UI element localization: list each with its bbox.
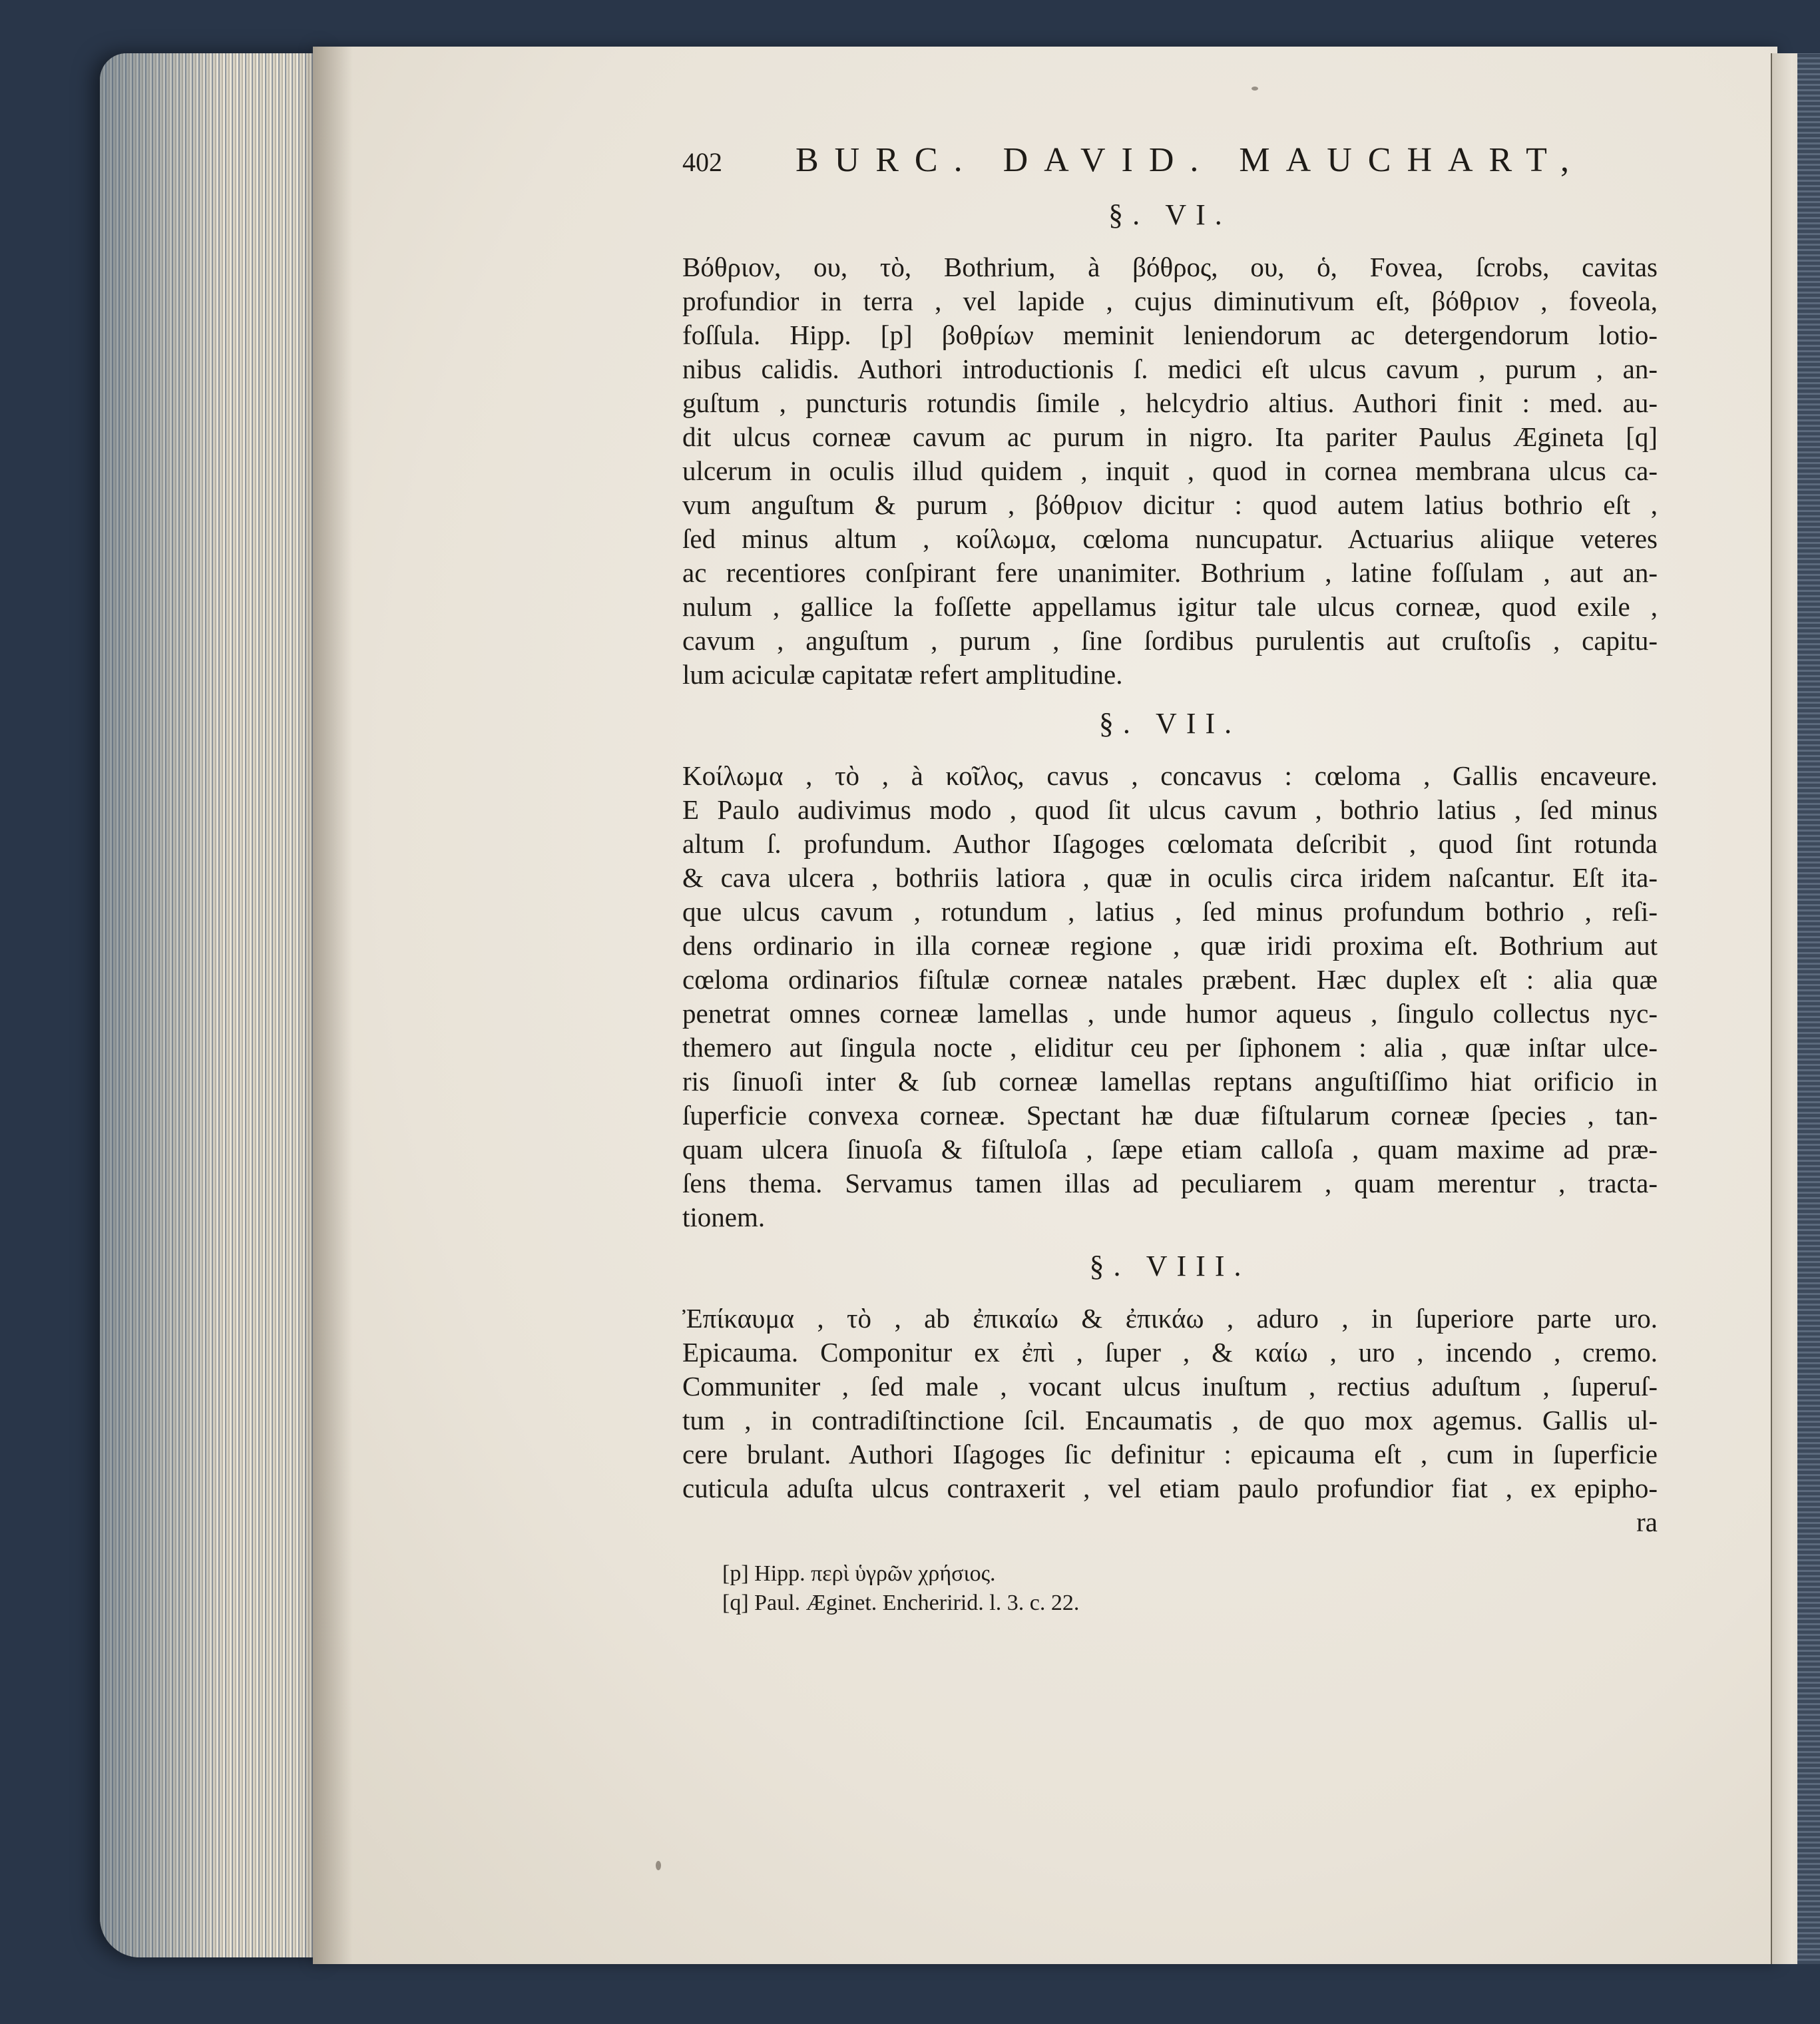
section-heading: §. VII. bbox=[1098, 707, 1242, 740]
text-line: dens ordinario in illa corneæ regione , quæ iridi proxima eſt. Bothrium aut bbox=[682, 930, 1658, 961]
text-line: profundior in terra , vel lapide , cujus diminutivum eſt, βόθριον , foveola, bbox=[682, 286, 1658, 316]
right-cover-edge bbox=[1797, 53, 1820, 1964]
text-line: quam ulcera ſinuoſa & fiſtuloſa , ſæpe etiam calloſa , quam maxime ad præ- bbox=[682, 1134, 1658, 1164]
text-line: nibus calidis. Authori introductionis ſ. medici eſt ulcus cavum , purum , an- bbox=[682, 354, 1658, 384]
text-line: lum aciculæ capitatæ refert amplitudine. bbox=[682, 659, 1123, 690]
text-line: nulum , gallice la foſſette appellamus igitur tale ulcus corneæ, quod exile , bbox=[682, 591, 1658, 622]
text-line: Communiter , ſed male , vocant ulcus inuſtum , rectius aduſtum , ſuperuſ- bbox=[682, 1371, 1658, 1401]
text-line: cavum , anguſtum , purum , ſine ſordibus purulentis aut cruſtoſis , capitu- bbox=[682, 625, 1658, 656]
text-line: Βόθριον, ου, τὸ, Bothrium, à βόθρος, ου, ὁ, Fovea, ſcrobs, cavitas bbox=[682, 252, 1658, 282]
text-line: dit ulcus corneæ cavum ac purum in nigro. Ita pariter Paulus Ægineta [q] bbox=[682, 421, 1658, 452]
section-heading: §. VIII. bbox=[1089, 1250, 1251, 1282]
text-line: ris ſinuoſi inter & ſub corneæ lamellas reptans anguſtiſſimo hiat orificio in bbox=[682, 1066, 1658, 1097]
text-line: vum anguſtum & purum , βόθριον dicitur : quod autem latius bothrio eſt , bbox=[682, 489, 1658, 520]
text-line: que ulcus cavum , rotundum , latius , ſed minus profundum bothrio , reſi- bbox=[682, 896, 1658, 927]
catchword: ra bbox=[1636, 1507, 1658, 1537]
text-line: ſed minus altum , κοίλωμα, cœloma nuncupatur. Actuarius aliique veteres bbox=[682, 523, 1658, 554]
text-line: cœloma ordinarios fiſtulæ corneæ natales præbent. Hæc duplex eſt : alia quæ bbox=[682, 964, 1658, 995]
paragraph bbox=[682, 759, 1658, 1234]
text-line: guſtum , puncturis rotundis ſimile , helcydrio altius. Authori finit : med. au- bbox=[682, 387, 1658, 418]
section-heading: §. VI. bbox=[1108, 198, 1232, 231]
text-line: & cava ulcera , bothriis latiora , quæ in oculis circa iridem naſcantur. Eſt ita- bbox=[682, 862, 1658, 893]
text-line: E Paulo audivimus modo , quod ſit ulcus cavum , bothrio latius , ſed minus bbox=[682, 794, 1658, 825]
paragraph bbox=[682, 250, 1658, 692]
text-line: cuticula aduſta ulcus contraxerit , vel etiam paulo profundior fiat , ex epipho- bbox=[682, 1473, 1658, 1503]
text-line: themero aut ſingula nocte , eliditur ceu per ſiphonem : alia , quæ inſtar ulce- bbox=[682, 1032, 1658, 1063]
footnotes bbox=[682, 1559, 1658, 1618]
ink-speck bbox=[1251, 87, 1258, 91]
page-text bbox=[682, 143, 1658, 1618]
text-line: altum ſ. profundum. Author Iſagoges cœlomata deſcribit , quod ſint rotunda bbox=[682, 828, 1658, 859]
running-head bbox=[682, 143, 1658, 179]
ink-speck bbox=[656, 1861, 661, 1870]
text-line: ulcerum in oculis illud quidem , inquit , quod in cornea membrana ulcus ca- bbox=[682, 455, 1658, 486]
text-line: tionem. bbox=[682, 1202, 766, 1232]
text-line: Κοίλωμα , τὸ , à κοῖλος, cavus , concavus : cœloma , Gallis encaveure. bbox=[682, 760, 1658, 791]
text-line: ſens thema. Servamus tamen illas ad peculiarem , quam merentur , tracta- bbox=[682, 1168, 1658, 1198]
text-line: cere brulant. Authori Iſagoges ſic definitur : epicauma eſt , cum in ſuperficie bbox=[682, 1439, 1658, 1469]
text-line: penetrat omnes corneæ lamellas , unde humor aqueus , ſingulo collectus nyc- bbox=[682, 998, 1658, 1029]
text-line: foſſula. Hipp. [p] βοθρίων meminit leniendorum ac detergendorum lotio- bbox=[682, 320, 1658, 350]
page-number: 402 bbox=[682, 147, 722, 177]
paragraph bbox=[682, 1302, 1658, 1539]
footnote: [q] Paul. Æginet. Encheririd. l. 3. c. 22. bbox=[722, 1591, 1080, 1615]
running-title: BURC. DAVID. MAUCHART, bbox=[796, 141, 1586, 179]
text-line: Epicauma. Componitur ex ἐπὶ , ſuper , & καίω , uro , incendo , cremo. bbox=[682, 1337, 1658, 1368]
text-line: ac recentiores conſpirant fere unanimiter. Bothrium , latine foſſulam , aut an- bbox=[682, 557, 1658, 588]
page-block-shade bbox=[100, 53, 226, 1957]
gutter-shadow bbox=[313, 47, 353, 1964]
text-line: tum , in contradiſtinctione ſcil. Encaumatis , de quo mox agemus. Gallis ul- bbox=[682, 1405, 1658, 1435]
footnote: [p] Hipp. περὶ ὑγρῶν χρήσιος. bbox=[722, 1561, 996, 1586]
text-line: ſuperficie convexa corneæ. Spectant hæ duæ fiſtularum corneæ ſpecies , tan- bbox=[682, 1100, 1658, 1131]
text-line: Ἐπίκαυμα , τὸ , ab ἐπικαίω & ἐπικάω , aduro , in ſuperiore parte uro. bbox=[682, 1303, 1658, 1334]
